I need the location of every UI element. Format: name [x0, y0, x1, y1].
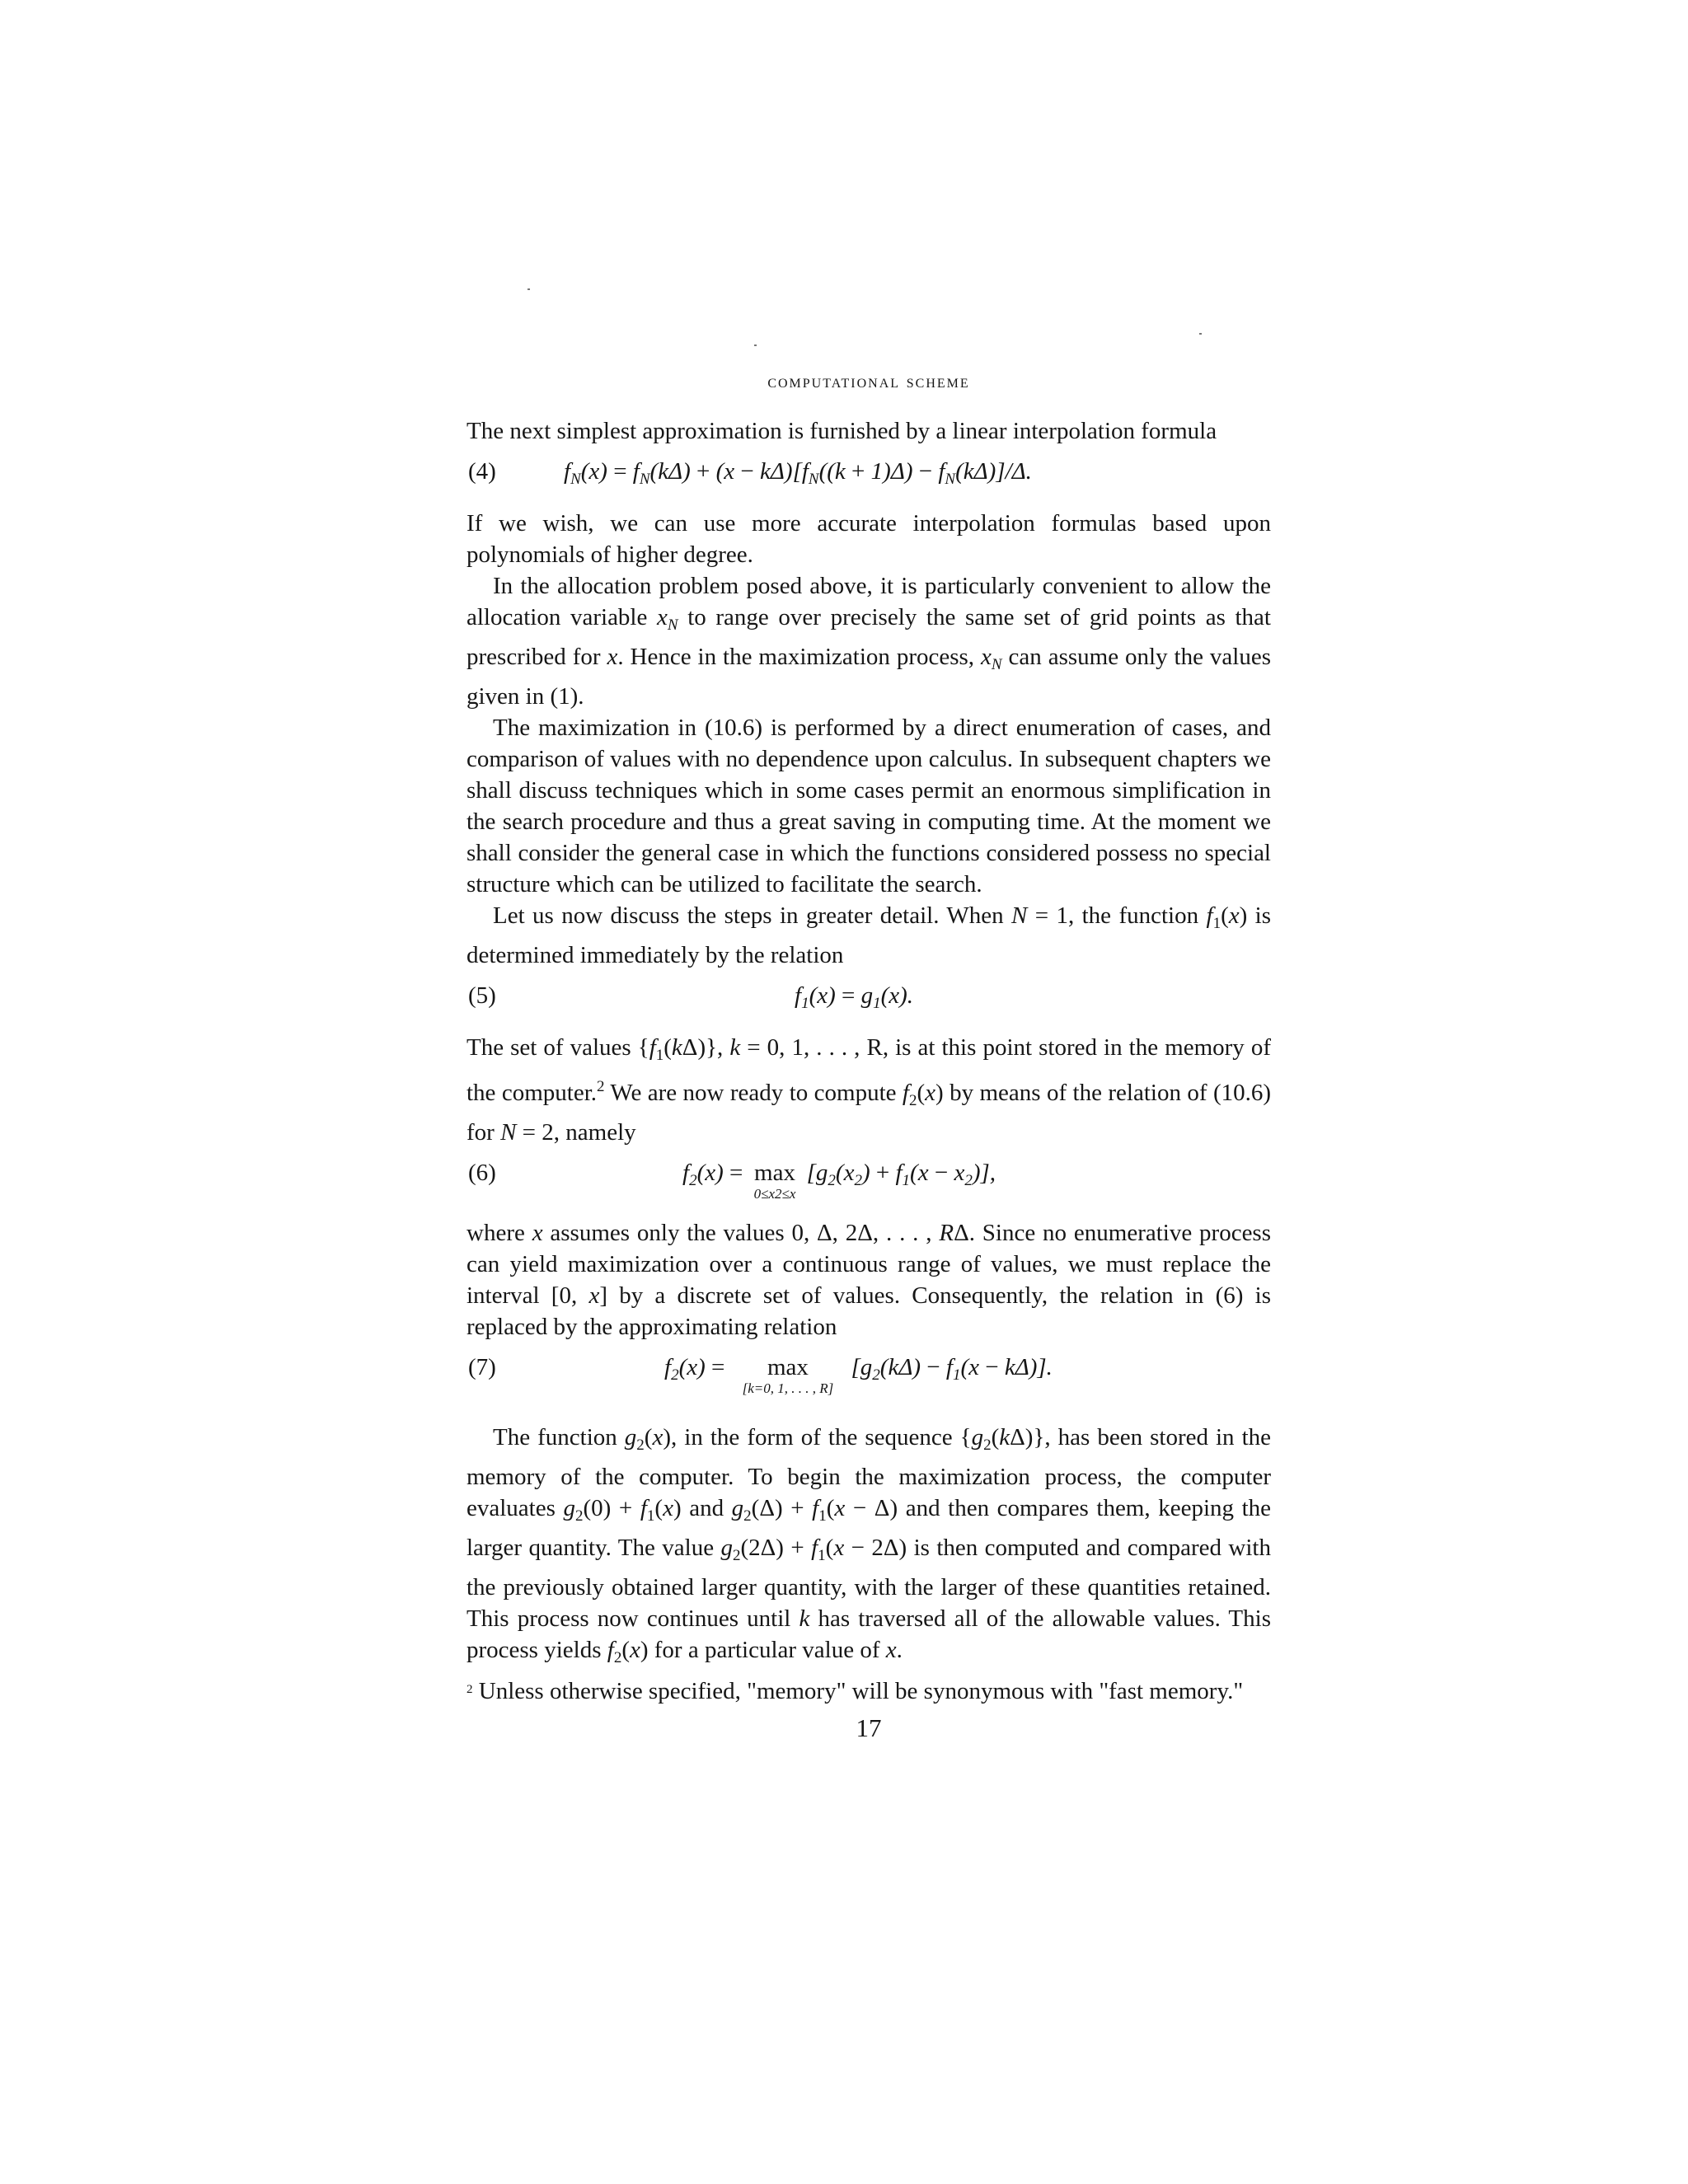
paragraph-stored-values: The set of values $\{f_1(k\Delta)\}$, k = 0, 1, . . . , R, is at this point stored in the memory of the computer.$^2$ We are now ready to compute $f_2(x)$ by means of the relation of (10.6) for N = 2, namely — [467, 1034, 1272, 1146]
paragraph-higher-degree: If we wish, we can use more accurate interpolation formulas based upon polynomials of higher degree. — [467, 510, 1271, 568]
max-subscript: 0≤x2≤x — [753, 1186, 796, 1202]
equation-expression: $f_2(x) = \max$ [k=0, 1, . . . , R] $[g_2(k\Delta) - f_1(x - k\Delta)]$. — [664, 1354, 1053, 1396]
main-text — [467, 415, 1271, 1743]
paragraph-discrete-values: where x assumes only the values 0, Δ, 2Δ, . . . , RΔ. Since no enumerative process can yield maximization over a continuous range of values, we must replace the interval [0, x] by a discrete set of values. Consequently, the relation in (6) is replaced by the approximating relation — [467, 1220, 1272, 1340]
equation-7 — [467, 1343, 1271, 1418]
footnote-mark: 2 — [467, 1683, 473, 1696]
equation-expression: $f_2(x) = \max$ 0≤x2≤x $[g_2(x_2) + f_1(x - x_2)]$, — [682, 1160, 996, 1202]
equation-5 — [467, 971, 1271, 1029]
scan-speck — [1199, 333, 1202, 335]
equation-number: (5) — [468, 982, 496, 1009]
paragraph-steps-detail: Let us now discuss the steps in greater detail. When N = 1, the function $f_1(x)$ is determined immediately by the relation — [467, 902, 1272, 968]
paragraph-interpolation-intro: The next simplest approximation is furnished by a linear interpolation formula — [467, 418, 1217, 444]
page-number: 17 — [856, 1713, 882, 1742]
equation-6 — [467, 1148, 1271, 1214]
scan-speck — [754, 344, 757, 346]
running-head: computational scheme — [767, 371, 970, 391]
paragraph-allocation-grid: In the allocation problem posed above, it is particularly convenient to allow the allocation variable $x_N$ to range over precisely the same set of grid points as that prescribed for x. Hence in the maximization process, $x_N$ can assume only the values given in (1). — [467, 573, 1271, 710]
max-subscript: [k=0, 1, . . . , R] — [742, 1380, 834, 1396]
footnote — [467, 1674, 1271, 1707]
scan-speck — [528, 288, 530, 290]
paragraph-maximization-process: The function $g_2(x)$, in the form of the sequence $\{g_2(k\Delta)\}$, has been stored in the memory of the computer. To begin the maximization process, the computer evaluates $g_2(0) + f_1(x)$ and $g_2(\Delta) + f_1(x - \Delta)$ and then compares them, keeping the larger quantity. The value $g_2(2\Delta) + f_1(x - 2\Delta)$ is then computed and compared with the previously obtained larger quantity, with the larger of these quantities retained. This process now continues until k has traversed all of the allowable values. This process yields $f_2(x)$ for a particular value of x. — [467, 1424, 1272, 1666]
equation-number: (6) — [468, 1160, 496, 1186]
equation-number: (4) — [468, 458, 496, 485]
equation-number: (7) — [468, 1354, 496, 1380]
footnote-text: Unless otherwise specified, "memory" will be synonymous with "fast memory." — [478, 1678, 1244, 1704]
equation-4 — [467, 447, 1271, 504]
paragraph-enumeration: The maximization in (10.6) is performed by a direct enumeration of cases, and comparison of values with no dependence upon calculus. In subsequent chapters we shall discuss techniques which in some cases permit an enormous simplification in the search procedure and thus a great saving in computing time. At the moment we shall consider the general case in which the functions considered possess no special structure which can be utilized to facilitate the search. — [467, 715, 1271, 898]
equation-expression: $f_1(x) = g_1(x)$. — [795, 982, 914, 1012]
max-operator: max 0≤x2≤x — [753, 1160, 796, 1202]
equation-expression: $f_N(x) = f_N(k\Delta) + (x - k\Delta)[f_N((k + 1)\Delta) - f_N(k\Delta)]/\Delta$. — [564, 458, 1032, 488]
max-operator: max [k=0, 1, . . . , R] — [742, 1354, 834, 1396]
